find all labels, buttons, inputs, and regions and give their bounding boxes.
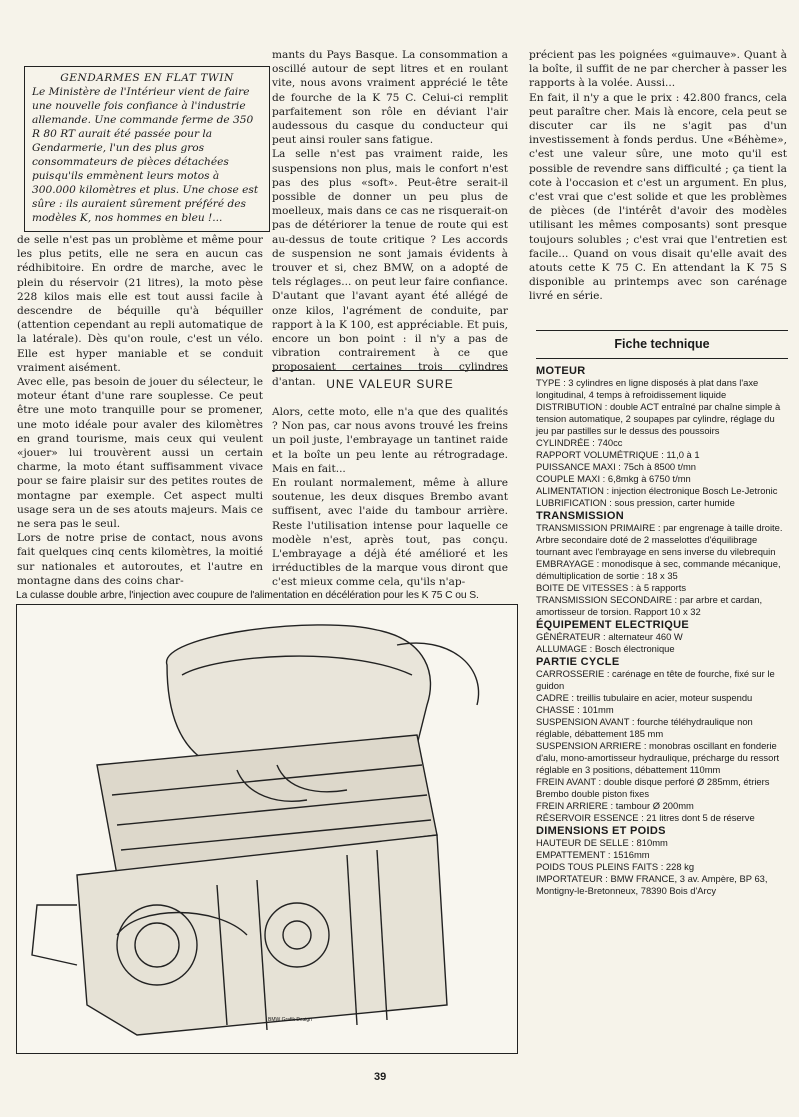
fiche-item: PUISSANCE MAXI : 75ch à 8500 t/mn	[536, 461, 696, 472]
fiche-category: DIMENSIONS ET POIDS	[536, 825, 666, 837]
page-number: 39	[374, 1071, 387, 1083]
fiche-item: GÉNÉRATEUR : alternateur 460 W	[536, 631, 683, 642]
fiche-category: TRANSMISSION	[536, 510, 624, 522]
fiche-item: CADRE : treillis tubulaire en acier, moteur suspendu	[536, 692, 753, 703]
fiche-technique	[536, 330, 788, 897]
paragraph: La selle n'est pas vraiment raide, les suspensions non plus, mais le confort n'est pas des plus «soft». Peut-être serait-il possible de donner un peu plus de moelleux, mais dans ce cas ne risquerait-on pas de détériorer la tenue de route qui est au-dessus de toute critique ? Les accords de suspension ne sont jamais évidents à trouver et si, chez BMW, on a adopté de tels réglages... on peut leur faire confiance. D'autant que l'avant ayant été allégé de onze kilos, l'agrément de conduite, par rapport à la K 100, est appréciable. Et puis, encore un bon point : il n'y a pas de vibration contrairement à ce que proposaient certaines trois cylindres d'antan.	[272, 148, 508, 388]
engine-illustration	[16, 604, 518, 1054]
fiche-category: MOTEUR	[536, 365, 586, 377]
fiche-item: ALIMENTATION : injection électronique Bosch Le-Jetronic	[536, 485, 778, 496]
section-heading: UNE VALEUR SURE	[272, 370, 508, 391]
fiche-item: TYPE : 3 cylindres en ligne disposés à plat dans l'axe longitudinal, 4 temps à refroidissement liquide	[536, 377, 759, 400]
fiche-item: SUSPENSION AVANT : fourche téléhydraulique non réglable, débattement 185 mm	[536, 716, 753, 739]
paragraph: Lors de notre prise de contact, nous avons fait quelques cinq cents kilomètres, la moitié sur nationales et autoroutes, et l'autre en montagne dans des coins char-	[17, 532, 263, 587]
paragraph: mants du Pays Basque. La consommation a oscillé autour de sept litres et en roulant vite, nous avons vraiment apprécié le tête de fourche de la K 75 C. Celui-ci remplit parfaitement son rôle en déviant l'air audessous du casque du conducteur qui peut ainsi rouler sans fatigue.	[272, 49, 508, 147]
sidebar-box-title: GENDARMES EN FLAT TWIN	[60, 72, 234, 84]
engine-cutaway-drawing	[17, 605, 517, 1053]
fiche-item: DISTRIBUTION : double ACT entraîné par chaîne simple à tension automatique, 2 soupapes par cylindre, réglage du jeu par pastilles sur le dessus des poussoirs	[536, 401, 781, 436]
fiche-item: EMBRAYAGE : monodisque à sec, commande mécanique, démultiplication de sortie : 18 x 35	[536, 558, 781, 581]
fiche-item: FREIN ARRIERE : tambour Ø 200mm	[536, 800, 694, 811]
article-column-2-continued	[272, 405, 508, 590]
fiche-item: CYLINDRÉE : 740cc	[536, 437, 623, 448]
fiche-item: CHASSE : 101mm	[536, 704, 614, 715]
fiche-item: EMPATTEMENT : 1516mm	[536, 849, 650, 860]
fiche-title: Fiche technique	[536, 330, 788, 359]
paragraph: En roulant normalement, même à allure soutenue, les deux disques Brembo avant suffisent, avec l'aide du tambour arrière. Reste l'utilisation intense pour laquelle ce modèle n'est, après tout, pas conçu. L'embrayage a déjà été amélioré et les irréductibles de la marque vous diront que c'est mieux comme cela, qu'ils n'ap-	[272, 477, 508, 589]
figure-caption: La culasse double arbre, l'injection avec coupure de l'alimentation en décélération pour les K 75 C ou S.	[16, 590, 479, 601]
fiche-item: COUPLE MAXI : 6,8mkg à 6750 t/mn	[536, 473, 691, 484]
fiche-item: FREIN AVANT : double disque perforé Ø 285mm, étriers Brembo double piston fixes	[536, 776, 770, 799]
article-column-2	[272, 48, 508, 389]
fiche-body	[536, 365, 788, 897]
fiche-item: RAPPORT VOLUMÉTRIQUE : 11,0 à 1	[536, 449, 700, 460]
article-column-3	[529, 48, 787, 304]
paragraph: Avec elle, pas besoin de jouer du sélecteur, le moteur étant d'une rare souplesse. Ce peut être une moto tranquille pour se promener, une moto idéale pour avaler des kilomètres en grand tourisme, mais ceux qui veulent «jouer» lui trouvèrent aussi un certain charme, la moto étant suffisamment vivace pour se faire plaisir sur des petites routes de montagne par exemple. Cet aspect multi usage sera un de ses atouts majeurs. Mais ce ne sera pas le seul.	[17, 376, 263, 531]
article-column-1	[17, 233, 263, 588]
sidebar-box-gendarmes	[24, 66, 270, 232]
paragraph: de selle n'est pas un problème et même pour les plus petits, elle ne sera en aucun cas rédhibitoire. En ordre de marche, avec le plein du réservoir (21 litres), la moto pèse 228 kilos mais elle est tout aussi facile à descendre de béquille qu'à béquiller (attention cependant au repli automatique de la latérale). Dès qu'on roule, c'est un vélo. Elle est hyper maniable et se conduit vraiment aisément.	[17, 234, 263, 374]
fiche-category: PARTIE CYCLE	[536, 656, 620, 668]
paragraph: précient pas les poignées «guimauve». Quant à la boîte, il suffit de ne par chercher à passer les rapports à la volée. Aussi...	[529, 49, 787, 90]
fiche-item: IMPORTATEUR : BMW FRANCE, 3 av. Ampère, BP 63, Montigny-le-Bretonneux, 78390 Bois d'Arcy	[536, 873, 768, 896]
fiche-item: ALLUMAGE : Bosch électronique	[536, 643, 675, 654]
paragraph: Alors, cette moto, elle n'a que des qualités ? Non pas, car nous avons trouvé les freins un poil juste, l'embrayage un tantinet raide et la boîte un peu lente au rétrogradage. Mais en fait...	[272, 406, 508, 475]
fiche-category: ÉQUIPEMENT ELECTRIQUE	[536, 619, 689, 631]
fiche-item: SUSPENSION ARRIERE : monobras oscillant en fonderie d'alu, mono-amortisseur hydraulique, précharge du ressort réglable en 3 positions, débattement 110mm	[536, 740, 780, 775]
fiche-item: RÉSERVOIR ESSENCE : 21 litres dont 5 de réserve	[536, 812, 755, 823]
fiche-item: TRANSMISSION SECONDAIRE : par arbre et cardan, amortisseur de torsion. Rapport 10 x 32	[536, 594, 763, 617]
figure-credit: BMW Grafik Design	[268, 1017, 312, 1023]
fiche-item: BOITE DE VITESSES : à 5 rapports	[536, 582, 687, 593]
fiche-item: POIDS TOUS PLEINS FAITS : 228 kg	[536, 861, 695, 872]
paragraph: En fait, il n'y a que le prix : 42.800 francs, cela peut paraître cher. Mais là encore, cela peut se discuter car ils ne s'agit pas d'un investissement à fonds perdus. Une «Béhème», c'est une valeur sûre, une moto qu'il est possible de revendre sans difficulté ; ça tient la cote à l'occasion et c'est un argument. En plus, c'est vrai que c'est solide et que les problèmes de pièces (de l'intérêt d'avoir des modèles utilisant les mêmes composants) sont presque toujours solubles ; c'est vrai que l'entretien est facile... Quand on vous disait qu'elle avait des atouts cette K 75 C. En attendant la K 75 S disponible au printemps avec son carénage livré en série.	[529, 91, 787, 303]
fiche-item: TRANSMISSION PRIMAIRE : par engrenage à taille droite. Arbre secondaire doté de 2 masselottes d'équilibrage tournant avec l'embrayage en sens inverse du vilebrequin	[536, 522, 783, 557]
fiche-item: HAUTEUR DE SELLE : 810mm	[536, 837, 668, 848]
fiche-item: CARROSSERIE : carénage en tête de fourche, fixé sur le guidon	[536, 668, 775, 691]
fiche-item: LUBRIFICATION : sous pression, carter humide	[536, 497, 735, 508]
sidebar-box-text: Le Ministère de l'Intérieur vient de faire une nouvelle fois confiance à l'industrie allemande. Une commande ferme de 350 R 80 RT aurait été passée pour la Gendarmerie, l'un des plus gros consommateurs de pièces détachées puisqu'ils emmènent leurs motos à 300.000 kilomètres et plus. Une chose est sûre : ils auraient sûrement préféré des modèles K, nos hommes en bleu !...	[32, 86, 259, 224]
